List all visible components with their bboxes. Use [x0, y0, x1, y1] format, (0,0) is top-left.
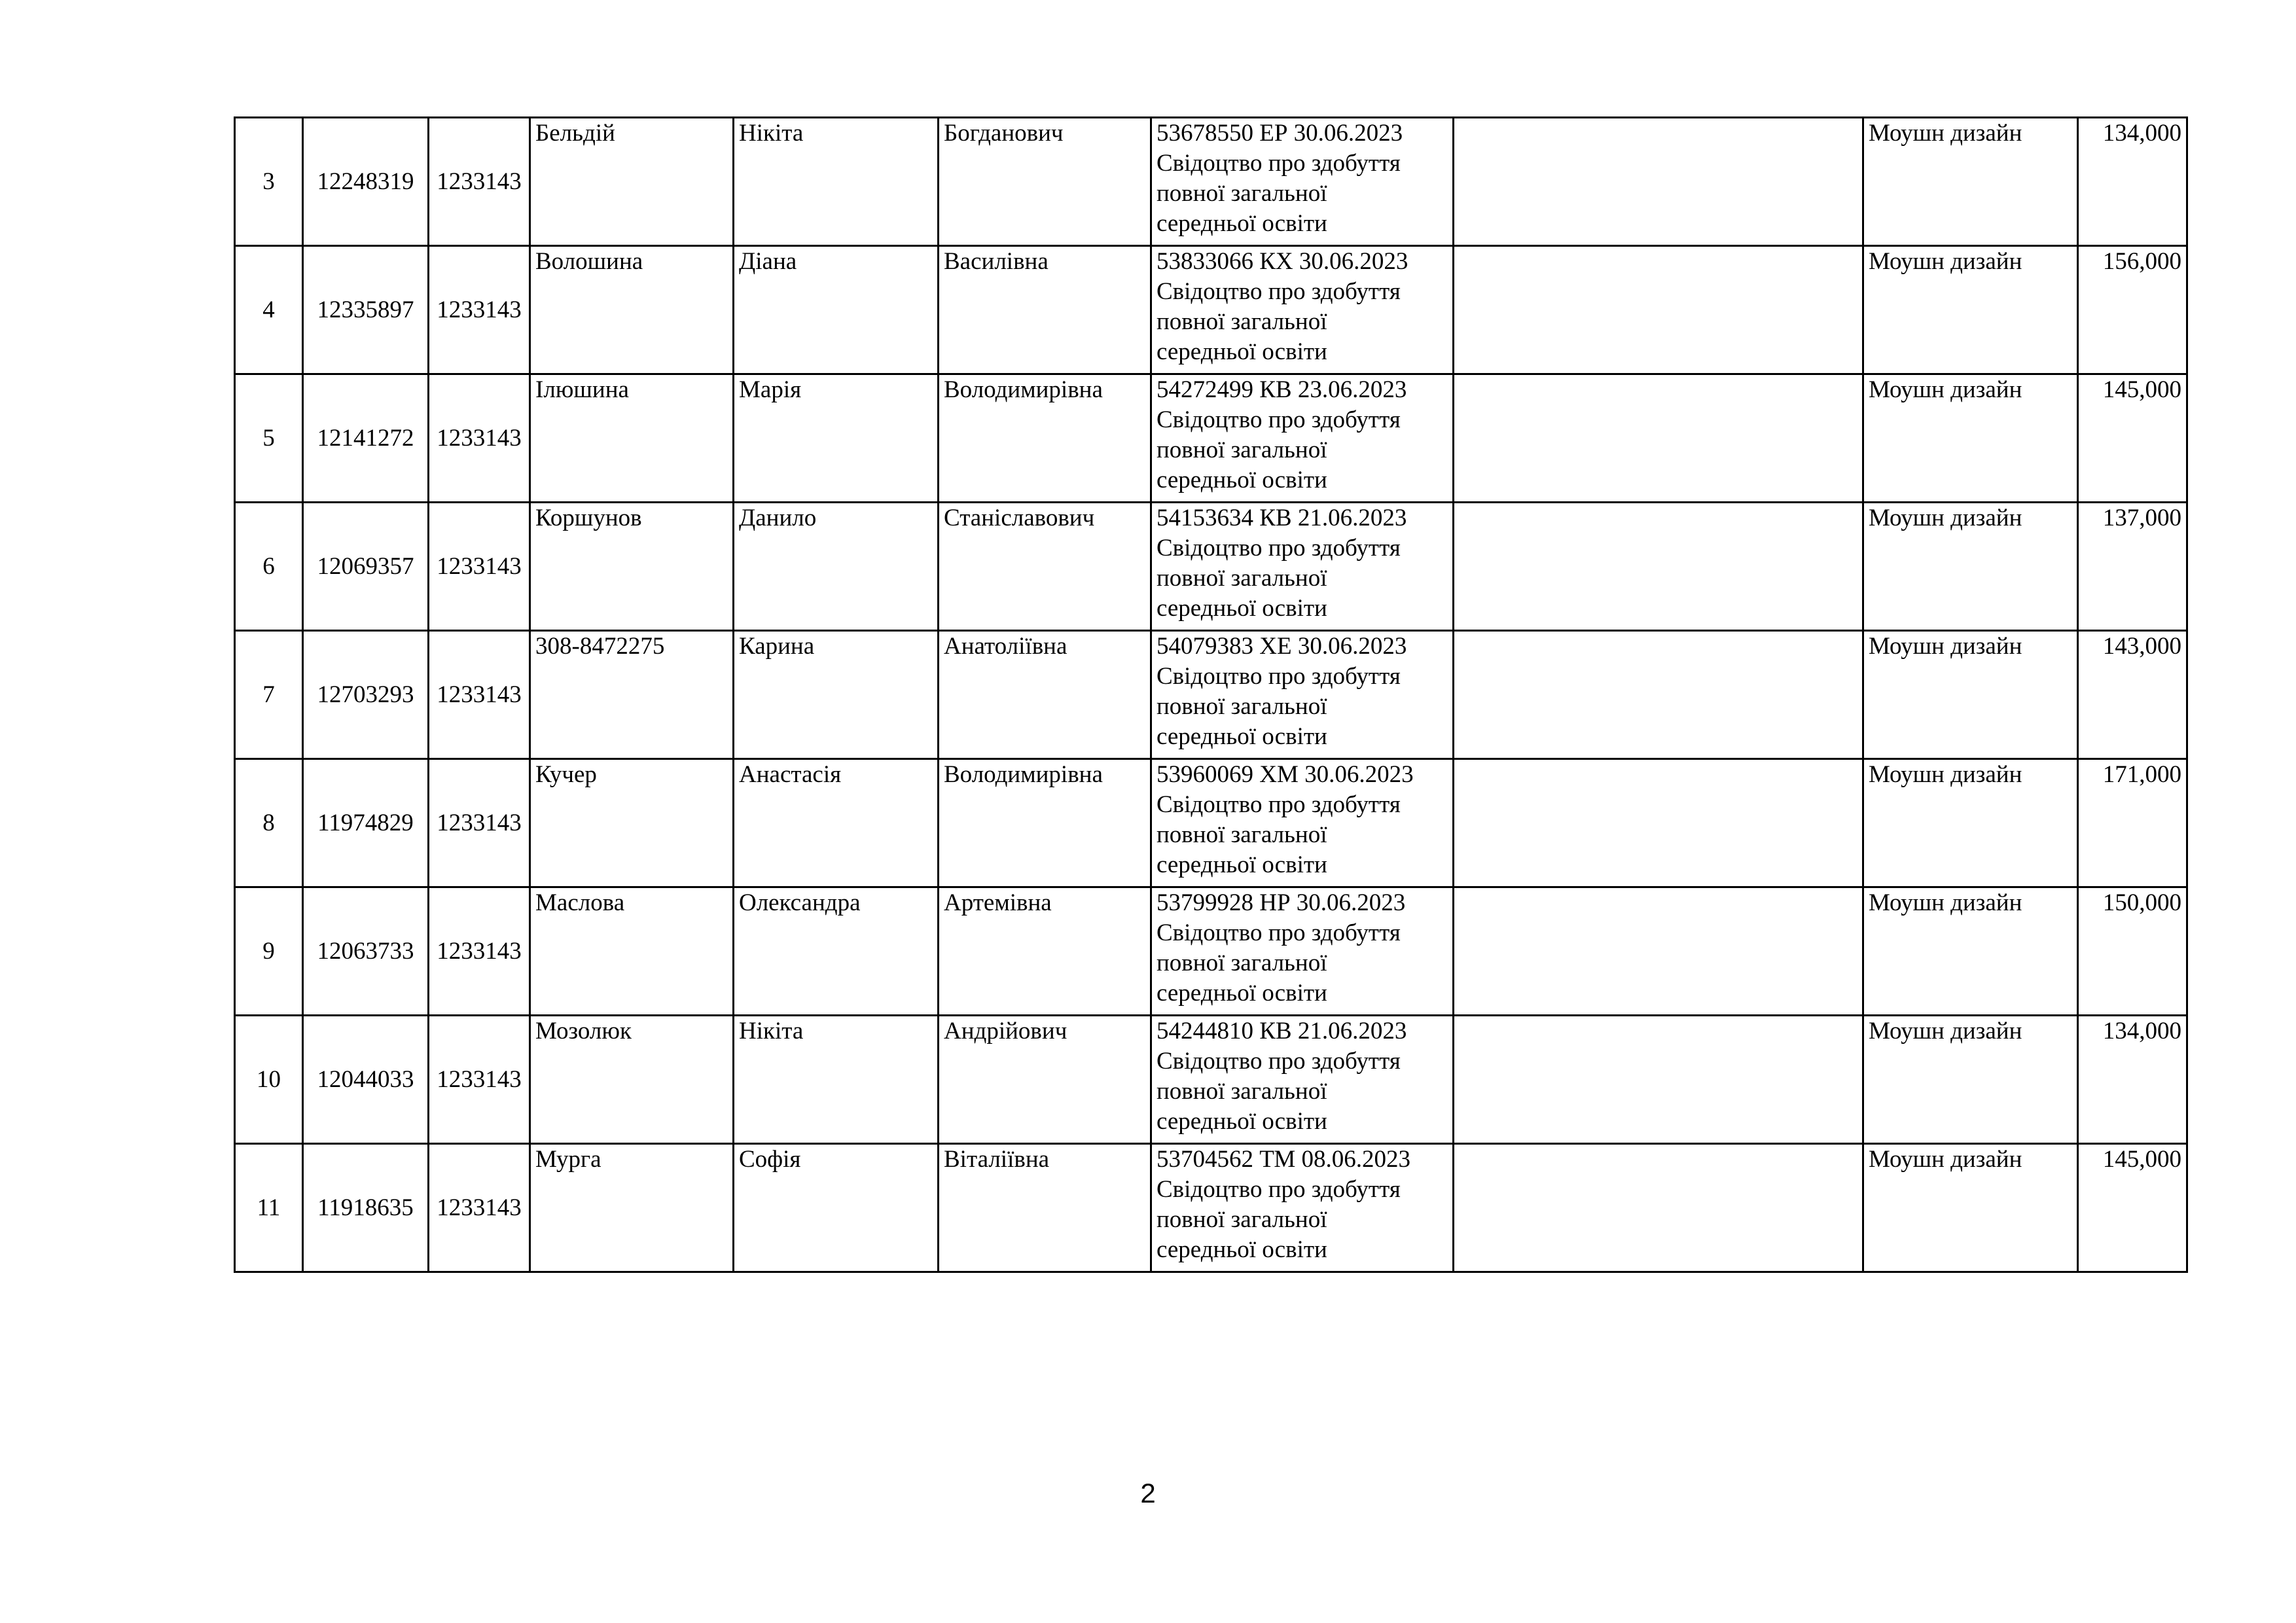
note-cell — [1454, 503, 1863, 631]
applicant-id-cell: 12063733 — [303, 887, 429, 1016]
document-cell — [1151, 759, 1454, 887]
document-line: середньої освіти — [1157, 467, 1327, 493]
table-row — [235, 246, 2187, 374]
score-cell: 134,000 — [2078, 1016, 2187, 1144]
patronymic-cell: Василівна — [939, 246, 1151, 374]
row-number-cell: 10 — [235, 1016, 303, 1144]
name-cell: Діана — [734, 246, 939, 374]
row-number-cell: 6 — [235, 503, 303, 631]
note-cell — [1454, 759, 1863, 887]
score-cell: 134,000 — [2078, 118, 2187, 246]
document-line: 53678550 ЕР 30.06.2023 — [1157, 120, 1403, 147]
document-line: повної загальної — [1157, 308, 1327, 335]
document-line: повної загальної — [1157, 821, 1327, 848]
document-line: Свідоцтво про здобуття — [1157, 535, 1401, 562]
document-line: Свідоцтво про здобуття — [1157, 791, 1401, 818]
specialty-cell: Моушн дизайн — [1863, 1016, 2078, 1144]
table-row — [235, 759, 2187, 887]
table-row — [235, 503, 2187, 631]
score-cell: 145,000 — [2078, 1144, 2187, 1272]
specialty-cell: Моушн дизайн — [1863, 887, 2078, 1016]
row-number-cell: 9 — [235, 887, 303, 1016]
score-cell: 150,000 — [2078, 887, 2187, 1016]
note-cell — [1454, 1016, 1863, 1144]
document-line: Свідоцтво про здобуття — [1157, 150, 1401, 177]
name-cell: Нікіта — [734, 118, 939, 246]
code-cell: 1233143 — [429, 246, 530, 374]
specialty-cell: Моушн дизайн — [1863, 759, 2078, 887]
document-line: 53960069 ХМ 30.06.2023 — [1157, 761, 1414, 788]
document-line: Свідоцтво про здобуття — [1157, 919, 1401, 946]
table-row — [235, 631, 2187, 759]
score-cell: 137,000 — [2078, 503, 2187, 631]
name-cell: Марія — [734, 374, 939, 503]
patronymic-cell: Володимирівна — [939, 759, 1151, 887]
specialty-cell: Моушн дизайн — [1863, 631, 2078, 759]
document-line: Свідоцтво про здобуття — [1157, 1048, 1401, 1075]
applicant-id-cell: 12335897 — [303, 246, 429, 374]
row-number-cell: 8 — [235, 759, 303, 887]
document-line: Свідоцтво про здобуття — [1157, 1176, 1401, 1203]
table-row — [235, 1016, 2187, 1144]
score-cell: 171,000 — [2078, 759, 2187, 887]
surname-cell: Мурга — [530, 1144, 734, 1272]
name-cell: Софія — [734, 1144, 939, 1272]
document-line: 53833066 КХ 30.06.2023 — [1157, 248, 1408, 275]
document-line: середньої освіти — [1157, 980, 1327, 1007]
applicant-id-cell: 12069357 — [303, 503, 429, 631]
surname-cell: 308-8472275 — [530, 631, 734, 759]
document-line: повної загальної — [1157, 565, 1327, 592]
code-cell: 1233143 — [429, 374, 530, 503]
document-line: Свідоцтво про здобуття — [1157, 663, 1401, 690]
table-row — [235, 374, 2187, 503]
code-cell: 1233143 — [429, 503, 530, 631]
note-cell — [1454, 118, 1863, 246]
document-line: повної загальної — [1157, 1206, 1327, 1233]
code-cell: 1233143 — [429, 1144, 530, 1272]
code-cell: 1233143 — [429, 631, 530, 759]
page-number: 2 — [1140, 1478, 1156, 1508]
note-cell — [1454, 1144, 1863, 1272]
surname-cell: Мозолюк — [530, 1016, 734, 1144]
table-body — [235, 118, 2187, 1272]
surname-cell: Коршунов — [530, 503, 734, 631]
code-cell: 1233143 — [429, 118, 530, 246]
row-number-cell: 11 — [235, 1144, 303, 1272]
specialty-cell: Моушн дизайн — [1863, 1144, 2078, 1272]
document-cell — [1151, 631, 1454, 759]
document-line: 54244810 КВ 21.06.2023 — [1157, 1018, 1407, 1044]
surname-cell: Бельдій — [530, 118, 734, 246]
row-number-cell: 7 — [235, 631, 303, 759]
name-cell: Нікіта — [734, 1016, 939, 1144]
table-row — [235, 1144, 2187, 1272]
code-cell: 1233143 — [429, 759, 530, 887]
document-line: 53704562 ТМ 08.06.2023 — [1157, 1146, 1411, 1173]
note-cell — [1454, 246, 1863, 374]
document-line: 54079383 ХЕ 30.06.2023 — [1157, 633, 1407, 660]
document-line: середньої освіти — [1157, 723, 1327, 750]
document-line: повної загальної — [1157, 950, 1327, 976]
surname-cell: Ілюшина — [530, 374, 734, 503]
patronymic-cell: Володимирівна — [939, 374, 1151, 503]
applicant-id-cell: 12703293 — [303, 631, 429, 759]
document-line: середньої освіти — [1157, 338, 1327, 365]
note-cell — [1454, 374, 1863, 503]
document-line: середньої освіти — [1157, 210, 1327, 237]
document-line: повної загальної — [1157, 1078, 1327, 1105]
patronymic-cell: Артемівна — [939, 887, 1151, 1016]
applicant-id-cell: 12044033 — [303, 1016, 429, 1144]
name-cell: Олександра — [734, 887, 939, 1016]
document-cell — [1151, 887, 1454, 1016]
document-line: середньої освіти — [1157, 1236, 1327, 1263]
applicant-id-cell: 11974829 — [303, 759, 429, 887]
document-line: 53799928 НР 30.06.2023 — [1157, 889, 1406, 916]
patronymic-cell: Станіславович — [939, 503, 1151, 631]
document-cell — [1151, 1016, 1454, 1144]
document-line: 54272499 КВ 23.06.2023 — [1157, 376, 1407, 403]
name-cell: Карина — [734, 631, 939, 759]
surname-cell: Кучер — [530, 759, 734, 887]
patronymic-cell: Богданович — [939, 118, 1151, 246]
patronymic-cell: Віталіївна — [939, 1144, 1151, 1272]
name-cell: Данило — [734, 503, 939, 631]
specialty-cell: Моушн дизайн — [1863, 503, 2078, 631]
specialty-cell: Моушн дизайн — [1863, 374, 2078, 503]
specialty-cell: Моушн дизайн — [1863, 118, 2078, 246]
name-cell: Анастасія — [734, 759, 939, 887]
note-cell — [1454, 631, 1863, 759]
row-number-cell: 4 — [235, 246, 303, 374]
document-cell — [1151, 374, 1454, 503]
score-cell: 143,000 — [2078, 631, 2187, 759]
document-cell — [1151, 1144, 1454, 1272]
table-row — [235, 887, 2187, 1016]
score-cell: 145,000 — [2078, 374, 2187, 503]
document-cell — [1151, 118, 1454, 246]
document-line: повної загальної — [1157, 693, 1327, 720]
code-cell: 1233143 — [429, 1016, 530, 1144]
score-cell: 156,000 — [2078, 246, 2187, 374]
document-line: 54153634 КВ 21.06.2023 — [1157, 505, 1407, 531]
surname-cell: Волошина — [530, 246, 734, 374]
surname-cell: Маслова — [530, 887, 734, 1016]
document-line: повної загальної — [1157, 437, 1327, 463]
code-cell: 1233143 — [429, 887, 530, 1016]
patronymic-cell: Андрійович — [939, 1016, 1151, 1144]
patronymic-cell: Анатоліївна — [939, 631, 1151, 759]
note-cell — [1454, 887, 1863, 1016]
applicant-id-cell: 12248319 — [303, 118, 429, 246]
document-line: середньої освіти — [1157, 595, 1327, 622]
document-cell — [1151, 503, 1454, 631]
row-number-cell: 5 — [235, 374, 303, 503]
applicant-id-cell: 12141272 — [303, 374, 429, 503]
table-row — [235, 118, 2187, 246]
applicants-table — [234, 116, 2188, 1273]
specialty-cell: Моушн дизайн — [1863, 246, 2078, 374]
document-line: середньої освіти — [1157, 851, 1327, 878]
document-line: Свідоцтво про здобуття — [1157, 278, 1401, 305]
row-number-cell: 3 — [235, 118, 303, 246]
document-line: повної загальної — [1157, 180, 1327, 207]
document-line: середньої освіти — [1157, 1108, 1327, 1135]
document-cell — [1151, 246, 1454, 374]
document-line: Свідоцтво про здобуття — [1157, 406, 1401, 433]
applicant-id-cell: 11918635 — [303, 1144, 429, 1272]
